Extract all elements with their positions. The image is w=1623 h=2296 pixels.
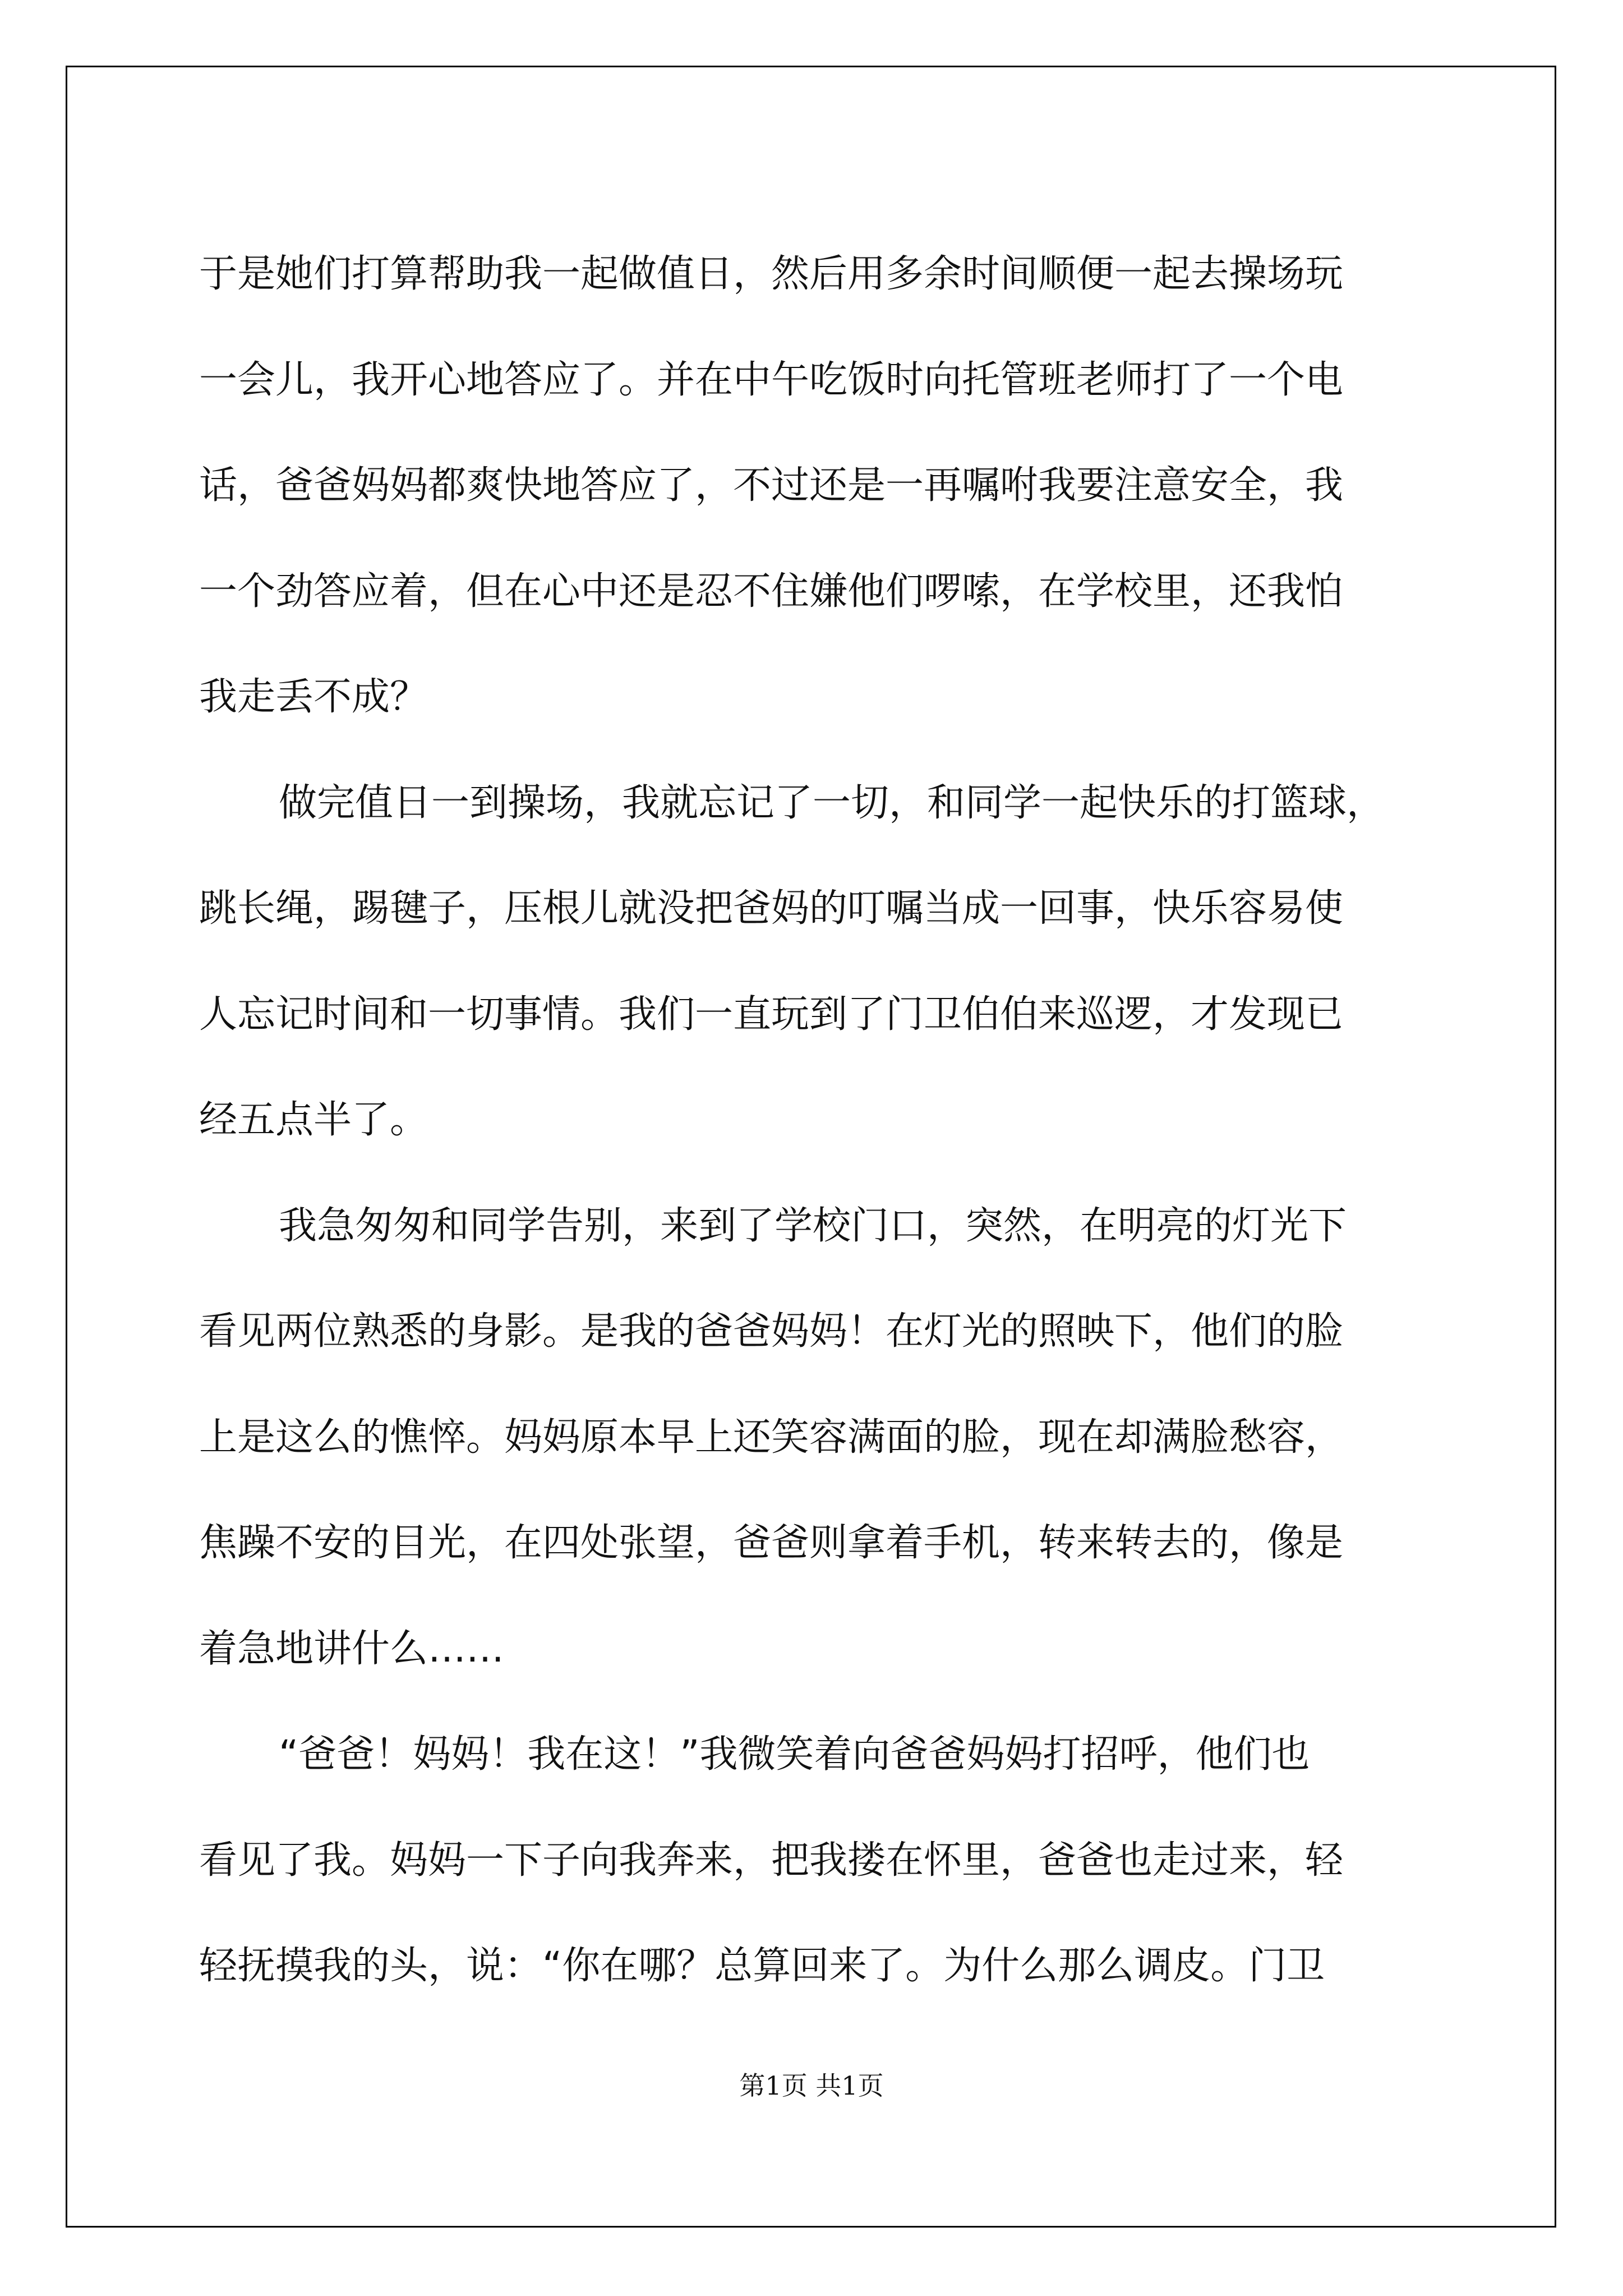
text-line: 一个劲答应着，但在心中还是忍不住嫌他们啰嗦，在学校里，还我怕	[199, 569, 1344, 614]
text-line: 我急匆匆和同学告别，来到了学校门口，突然，在明亮的灯光下	[279, 1203, 1347, 1248]
text-line: 轻抚摸我的头，说：“你在哪？总算回来了。为什么那么调皮。门卫	[199, 1944, 1325, 1988]
text-line: 着急地讲什么……	[199, 1626, 505, 1671]
page-indicator: 第1页 共1页	[739, 2070, 884, 2101]
text-line: 一会儿，我开心地答应了。并在中午吃饭时向托管班老师打了一个电	[199, 357, 1344, 402]
text-line: 做完值日一到操场，我就忘记了一切，和同学一起快乐的打篮球，	[279, 780, 1385, 825]
text-line: 焦躁不安的目光，在四处张望，爸爸则拿着手机，转来转去的，像是	[199, 1521, 1344, 1565]
paragraph-2	[199, 751, 1450, 1174]
text-line: 看见两位熟悉的身影。是我的爸爸妈妈！在灯光的照映下，他们的脸	[199, 1309, 1344, 1354]
document-body	[199, 222, 1450, 2019]
text-line: 我走丢不成？	[199, 675, 428, 719]
text-line: 跳长绳，踢毽子，压根儿就没把爸妈的叮嘱当成一回事，快乐容易使	[199, 886, 1344, 931]
text-line: 看见了我。妈妈一下子向我奔来，把我搂在怀里，爸爸也走过来，轻	[199, 1838, 1344, 1883]
text-line: “爸爸！妈妈！我在这！”我微笑着向爸爸妈妈打招呼，他们也	[279, 1732, 1310, 1777]
text-line: 于是她们打算帮助我一起做值日，然后用多余时间顺便一起去操场玩	[199, 252, 1344, 296]
paragraph-3	[199, 1174, 1450, 1703]
text-line: 经五点半了。	[199, 1098, 428, 1142]
text-line: 上是这么的憔悴。妈妈原本早上还笑容满面的脸，现在却满脸愁容，	[199, 1415, 1344, 1460]
text-line: 人忘记时间和一切事情。我们一直玩到了门卫伯伯来巡逻，才发现已	[199, 992, 1344, 1037]
paragraph-4	[199, 1702, 1450, 2019]
text-line: 话，爸爸妈妈都爽快地答应了，不过还是一再嘱咐我要注意安全，我	[199, 463, 1344, 508]
paragraph-1	[199, 222, 1450, 751]
